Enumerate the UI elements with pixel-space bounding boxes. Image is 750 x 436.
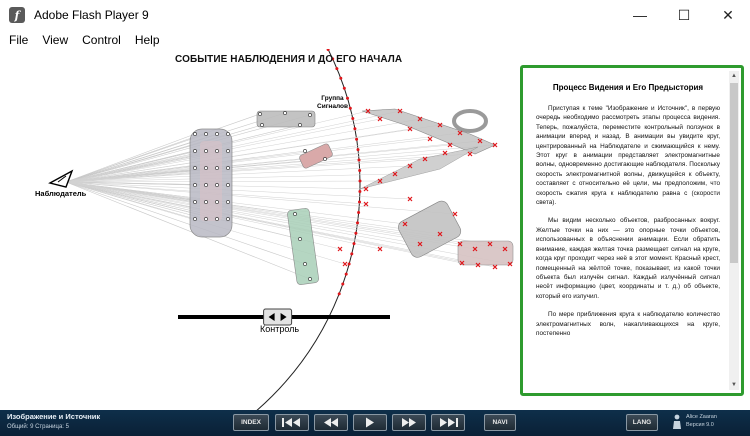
signal-marker: [357, 211, 360, 214]
reference-point: [215, 166, 218, 169]
observer-label: Наблюдатель: [35, 189, 87, 198]
reference-point: [204, 132, 207, 135]
rewind-icon: [323, 417, 339, 428]
course-title: Изображение и Источник: [7, 412, 101, 421]
bottom-navigation-bar: [0, 410, 750, 436]
close-button[interactable]: ✕: [722, 6, 734, 23]
control-label: Контроль: [260, 324, 300, 334]
reference-point: [204, 149, 207, 152]
signal-marker: [353, 127, 356, 130]
signal-marker: [358, 169, 361, 172]
menu-control[interactable]: Control: [82, 32, 121, 47]
reference-point: [193, 149, 196, 152]
index-button[interactable]: INDEX: [233, 414, 269, 431]
reference-point: [226, 132, 229, 135]
navi-button[interactable]: NAVI: [484, 414, 516, 431]
reference-point: [215, 183, 218, 186]
signal-cross-marker: [338, 247, 342, 251]
explanation-panel: [520, 65, 744, 396]
panel-paragraph: По мере приближения круга к наблюдателю количество электромагнитных волн, накапливающихся на круге, постепенно: [536, 311, 720, 337]
fast-forward-icon: [401, 417, 417, 428]
skip-back-icon: [281, 417, 303, 428]
signal-marker: [351, 117, 354, 120]
minimize-button[interactable]: —: [633, 7, 647, 23]
window-title: Adobe Flash Player 9: [34, 8, 149, 22]
last-page-button[interactable]: [431, 414, 465, 431]
panel-paragraph: Приступая к теме "Изображение и Источник", в первую очередь необходимо рассмотреть этапы процесса видения. Теперь, пожалуйста, переместите контрольный ползунок в анимации вперед и назад. В анимации вы увидите круг, центрированный на Наблюдателе и сжимающийся к нему. Этот круг в анимации представляет электромагнитные волны, одновременно достигающие наблюдателя. Поскольку скорость электромагнитной волны, движущейся к объекту, составляет с относительно её цели, мы предположим, что скорость сжатия круга к наблюдателю равна с (скорости света).: [536, 105, 720, 207]
reference-point: [308, 277, 311, 280]
flash-app-icon: f: [9, 7, 25, 23]
scroll-thumb[interactable]: [730, 83, 738, 263]
signal-cross-marker: [343, 262, 347, 266]
observer-eye-icon: [50, 171, 72, 187]
signals-label-line1: Группа: [321, 95, 344, 102]
signal-marker: [349, 107, 352, 110]
panel-paragraph: Мы видим несколько объектов, разбросанных вокруг. Желтые точки на них — это опорные точки объектов, использованных в объяснении анимации. Если обратить внимание, каждая желтая точка размещает сигнал на круге, когда круг проходит через неё в этот момент. Красный крест, помещенный на жёлтой точке, показывает, из какой точки объекта был излучён сигнал. Каждый излучённый сигнал несёт информацию (цвет, координаты и т. д.) об объекте, который его излучил.: [536, 217, 720, 300]
maximize-button[interactable]: ☐: [677, 6, 691, 23]
explanation-text-area[interactable]: [526, 71, 728, 390]
reference-point: [226, 166, 229, 169]
signal-cross-marker: [493, 265, 497, 269]
signal-marker: [359, 180, 362, 183]
author-figure-icon: [672, 414, 682, 430]
signal-marker: [358, 159, 361, 162]
previous-button[interactable]: [314, 414, 348, 431]
reference-point: [215, 132, 218, 135]
reference-point: [226, 149, 229, 152]
reference-point: [204, 183, 207, 186]
reference-point: [193, 166, 196, 169]
signal-marker: [356, 221, 359, 224]
signal-marker: [353, 242, 356, 245]
object-bag: [396, 199, 513, 265]
reference-point: [303, 149, 306, 152]
reference-point: [204, 166, 207, 169]
signal-marker: [358, 201, 361, 204]
signal-marker: [341, 283, 344, 286]
course-page-info: Общий: 9 Страница: 5: [7, 424, 69, 430]
reference-point: [293, 212, 296, 215]
scroll-up-arrow-icon[interactable]: ▲: [731, 73, 737, 79]
signal-marker: [338, 292, 341, 295]
reference-point: [193, 183, 196, 186]
signal-marker: [343, 87, 346, 90]
scene-title: СОБЫТИЕ НАБЛЮДЕНИЯ И ДО ЕГО НАЧАЛА: [175, 54, 403, 65]
author-info: [686, 413, 717, 429]
object-pliers: [360, 109, 495, 189]
menu-bar: [0, 30, 750, 49]
signal-marker: [339, 77, 342, 80]
signal-marker: [355, 138, 358, 141]
reference-point: [193, 200, 196, 203]
control-slider-thumb[interactable]: [264, 309, 292, 325]
window-titlebar: [0, 0, 750, 30]
reference-point: [260, 123, 263, 126]
reference-point: [215, 149, 218, 152]
signal-cross-marker: [378, 117, 382, 121]
reference-point: [215, 200, 218, 203]
panel-scrollbar[interactable]: [729, 71, 739, 390]
reference-point: [215, 217, 218, 220]
object-phone: [190, 129, 232, 237]
signals-group-label: [317, 95, 348, 111]
reference-point: [308, 113, 311, 116]
version-label: Версия 9.0: [686, 422, 714, 428]
scroll-down-arrow-icon[interactable]: ▼: [731, 382, 737, 388]
signal-cross-marker: [378, 247, 382, 251]
reference-point: [303, 262, 306, 265]
signal-marker: [358, 190, 361, 193]
object-tube: [287, 208, 319, 285]
signal-marker: [354, 232, 357, 235]
reference-point: [226, 200, 229, 203]
reference-point: [204, 217, 207, 220]
signals-label-line2: Сигналов: [317, 103, 348, 110]
signal-marker: [357, 148, 360, 151]
panel-heading: Процесс Видения и Его Предыстория: [552, 83, 704, 92]
play-icon: [365, 417, 375, 428]
language-button[interactable]: LANG: [626, 414, 658, 431]
reference-point: [323, 157, 326, 160]
reference-point: [283, 111, 286, 114]
reference-point: [226, 217, 229, 220]
menu-file[interactable]: File: [9, 32, 29, 47]
author-name: Alice Zaaran: [686, 414, 717, 420]
control-slider[interactable]: [178, 309, 390, 325]
reference-point: [298, 123, 301, 126]
signal-marker: [345, 273, 348, 276]
first-page-button[interactable]: [275, 414, 309, 431]
reference-point: [298, 237, 301, 240]
signal-marker: [335, 67, 338, 70]
reference-point: [226, 183, 229, 186]
signal-marker: [348, 263, 351, 266]
reference-point: [204, 200, 207, 203]
next-button[interactable]: [392, 414, 426, 431]
reference-point: [193, 132, 196, 135]
flash-stage: [0, 49, 750, 410]
play-button[interactable]: [353, 414, 387, 431]
menu-view[interactable]: View: [42, 32, 69, 47]
menu-help[interactable]: Help: [134, 32, 160, 47]
signal-marker: [350, 252, 353, 255]
reference-point: [258, 112, 261, 115]
reference-point: [193, 217, 196, 220]
skip-forward-icon: [437, 417, 459, 428]
